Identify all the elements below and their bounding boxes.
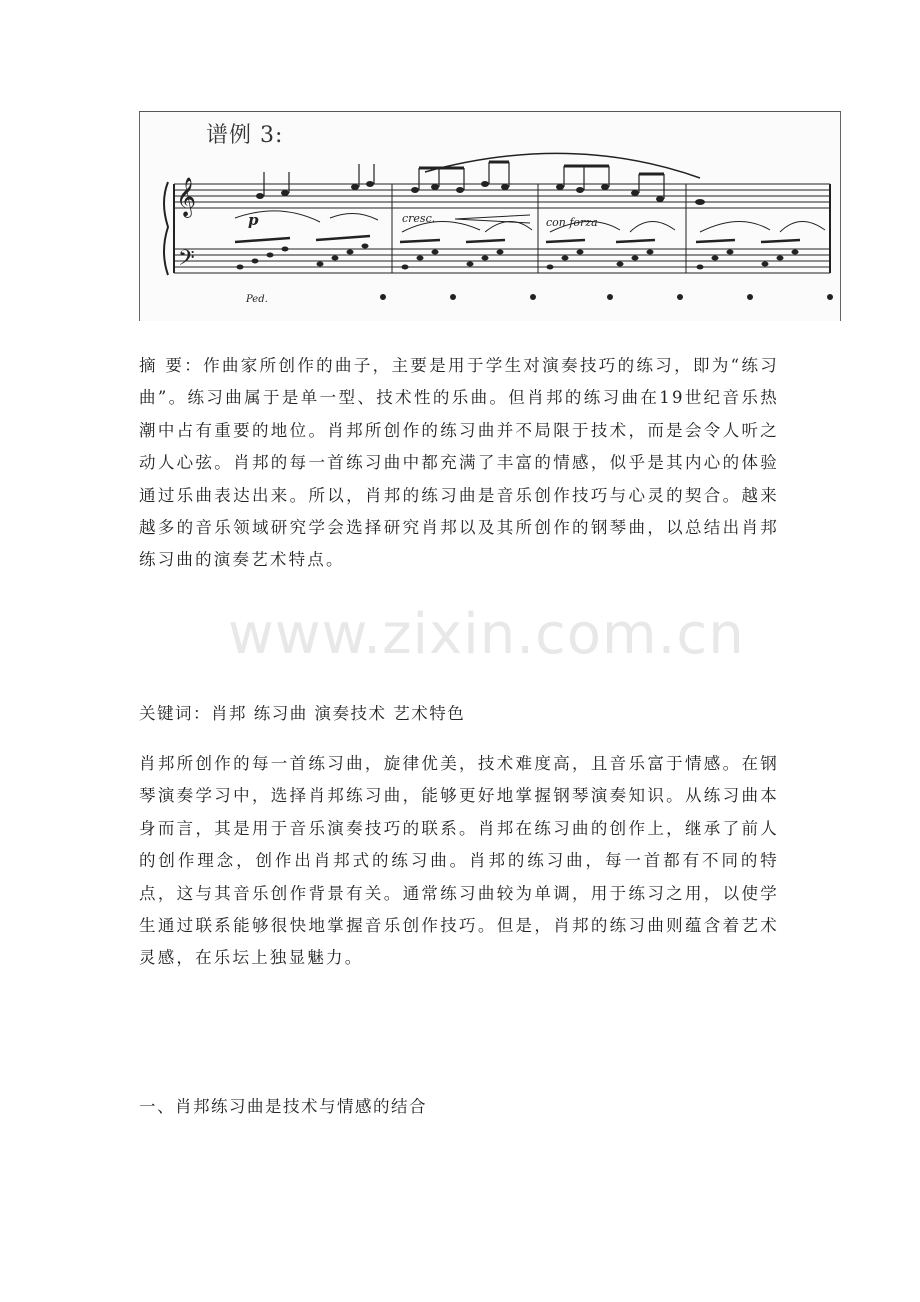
section-heading: 一、肖邦练习曲是技术与情感的结合 xyxy=(139,1097,427,1116)
marking-con-forza: con forza xyxy=(546,216,598,229)
score-notation xyxy=(140,112,842,322)
dynamic-p: p xyxy=(248,211,259,229)
treble-clef-icon: 𝄞 xyxy=(176,177,197,217)
pedal-marking: Ped. xyxy=(246,294,268,305)
score-title: 谱例 3: xyxy=(206,123,284,148)
keywords-line: 关键词：肖邦 练习曲 演奏技术 艺术特色 xyxy=(139,704,466,723)
abstract-paragraph: 摘 要：作曲家所创作的曲子，主要是用于学生对演奏技巧的练习，即为“练习曲”。练习曲属于是单一型、技术性的乐曲。但肖邦的练习曲在19世纪音乐热潮中占有重要的地位。肖邦所创作的练习曲并不局限于技术，而是会令人听之动人心弦。肖邦的每一首练习曲中都充满了丰富的情感，似乎是其内心的体验通过乐曲表达出来。所以，肖邦的练习曲是音乐创作技巧与心灵的契合。越来越多的音乐领域研究学会选择研究肖邦以及其所创作的钢琴曲，以总结出肖邦练习曲的演奏艺术特点。 xyxy=(139,356,779,570)
body-paragraph: 肖邦所创作的每一首练习曲，旋律优美，技术难度高，且音乐富于情感。在钢琴演奏学习中，选择肖邦练习曲，能够更好地掌握钢琴演奏知识。从练习曲本身而言，其是用于音乐演奏技巧的联系。肖邦在练习曲的创作上，继承了前人的创作理念，创作出肖邦式的练习曲。肖邦的练习曲，每一首都有不同的特点，这与其音乐创作背景有关。通常练习曲较为单调，用于练习之用，以使学生通过联系能够很快地掌握音乐创作技巧。但是，肖邦的练习曲则蕴含着艺术灵感，在乐坛上独显魅力。 xyxy=(139,754,779,968)
music-score-example xyxy=(139,111,841,321)
bass-clef-icon: 𝄢 xyxy=(178,246,195,276)
watermark: www.zixin.com.cn xyxy=(228,602,745,667)
marking-cresc: cresc. xyxy=(402,212,436,225)
